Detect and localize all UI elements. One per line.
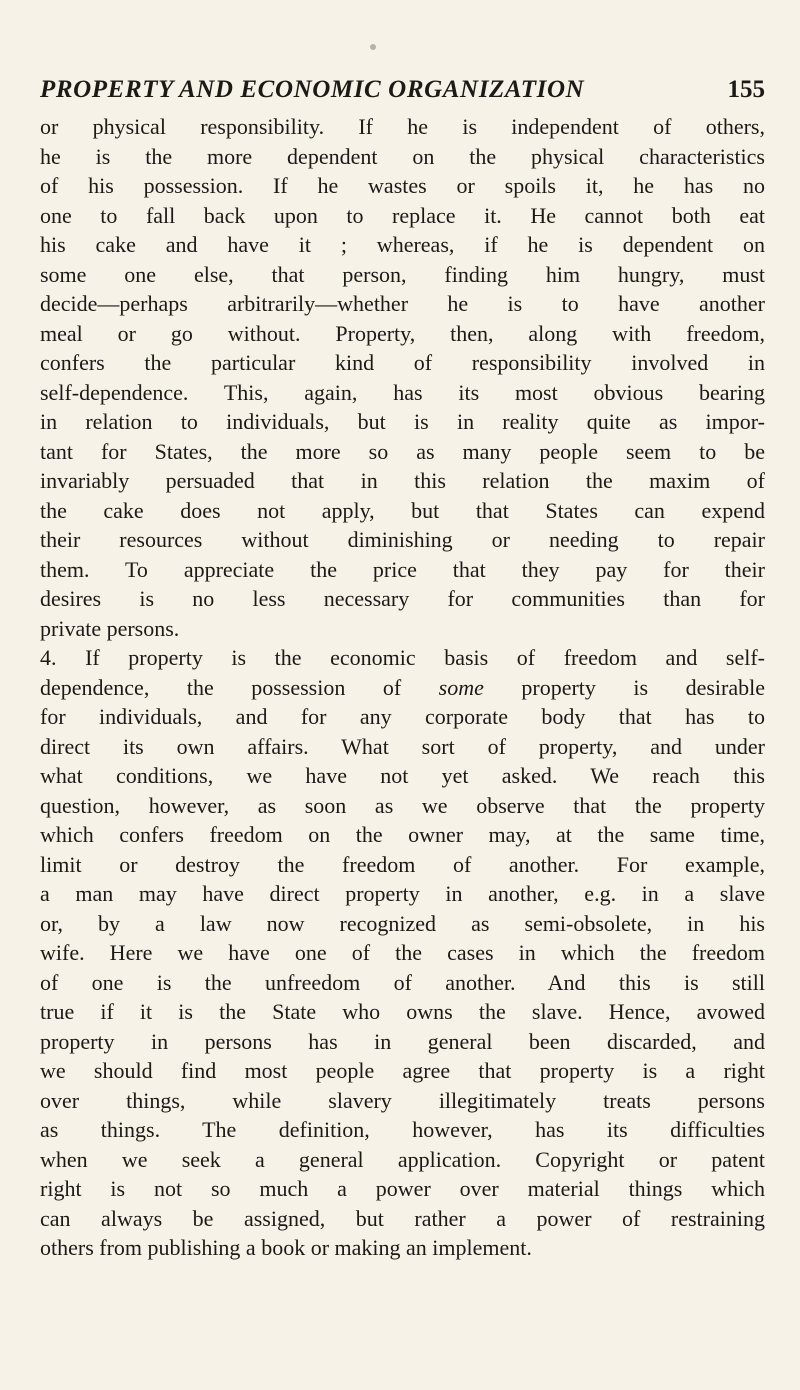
text-line: as things. The definition, however, has its difficulties xyxy=(40,1117,765,1142)
text-line: or, by a law now recognized as semi-obsolete, in his xyxy=(40,910,765,936)
text-line: in relation to individuals, but is in reality quite as impor- xyxy=(40,409,765,434)
text-line: over things, while slavery illegitimately treats persons xyxy=(40,1087,765,1113)
text-line: limit or destroy the freedom of another. For example, xyxy=(40,851,765,877)
text-line: confers the particular kind of responsibility involved in xyxy=(40,350,765,375)
text-line: of one is the unfreedom of another. And this is still xyxy=(40,969,765,995)
text-line: for individuals, and for any corporate body that has to xyxy=(40,704,765,729)
text-line: his cake and have it ; whereas, if he is dependent on xyxy=(40,232,765,257)
text-line: property in persons has in general been discarded, and xyxy=(40,1028,765,1054)
text-line: their resources without diminishing or needing to repair xyxy=(40,527,765,552)
emphasis-some: some xyxy=(438,674,484,700)
ornament-dot xyxy=(370,44,376,50)
text-line: true if it is the State who owns the slave. Hence, avowed xyxy=(40,999,765,1024)
page-number: 155 xyxy=(727,76,765,103)
text-line: wife. Here we have one of the cases in which the freedom xyxy=(40,940,765,965)
text-line: decide—perhaps arbitrarily—whether he is to have another xyxy=(40,291,765,316)
text-line: tant for States, the more so as many people seem to be xyxy=(40,438,765,464)
text-line: a man may have direct property in another, e.g. in a slave xyxy=(40,881,765,906)
text-line: when we seek a general application. Copyright or patent xyxy=(40,1146,765,1172)
text-line: dependence, the possession of some property is desirable xyxy=(40,674,766,700)
text-line: we should find most people agree that property is a right xyxy=(40,1058,765,1083)
text-line: of his possession. If he wastes or spoils it, he has no xyxy=(40,173,765,198)
running-title: PROPERTY AND ECONOMIC ORGANIZATION xyxy=(40,76,585,103)
text-line: question, however, as soon as we observe that the property xyxy=(40,792,765,818)
text-line: the cake does not apply, but that States can expend xyxy=(40,497,765,523)
text-line: them. To appreciate the price that they pay for their xyxy=(40,556,765,582)
text-line: one to fall back upon to replace it. He cannot both eat xyxy=(40,202,765,228)
text-line: meal or go without. Property, then, along with freedom, xyxy=(40,320,765,346)
text-line: can always be assigned, but rather a power of restraining xyxy=(40,1205,765,1231)
paragraph-end-line: private persons. xyxy=(40,615,180,641)
text-line: what conditions, we have not yet asked. We reach this xyxy=(40,763,765,788)
text-line: desires is no less necessary for communities than for xyxy=(40,586,765,611)
body-text xyxy=(40,112,765,1263)
section-4-start-line: 4. If property is the economic basis of freedom and self- xyxy=(40,645,765,670)
text-line: some one else, that person, finding him hungry, must xyxy=(40,261,765,287)
page-header xyxy=(40,72,765,108)
text-line: he is the more dependent on the physical characteristics xyxy=(40,143,765,169)
text-line: which confers freedom on the owner may, at the same time, xyxy=(40,822,765,847)
text-line: or physical responsibility. If he is independent of others, xyxy=(40,114,765,139)
text-line: right is not so much a power over material things which xyxy=(40,1176,765,1201)
text-line: self-dependence. This, again, has its most obvious bearing xyxy=(40,379,765,405)
text-line: others from publishing a book or making an implement. xyxy=(40,1235,532,1260)
text-line: direct its own affairs. What sort of property, and under xyxy=(40,733,765,759)
text-line: invariably persuaded that in this relation the maxim of xyxy=(40,468,765,493)
